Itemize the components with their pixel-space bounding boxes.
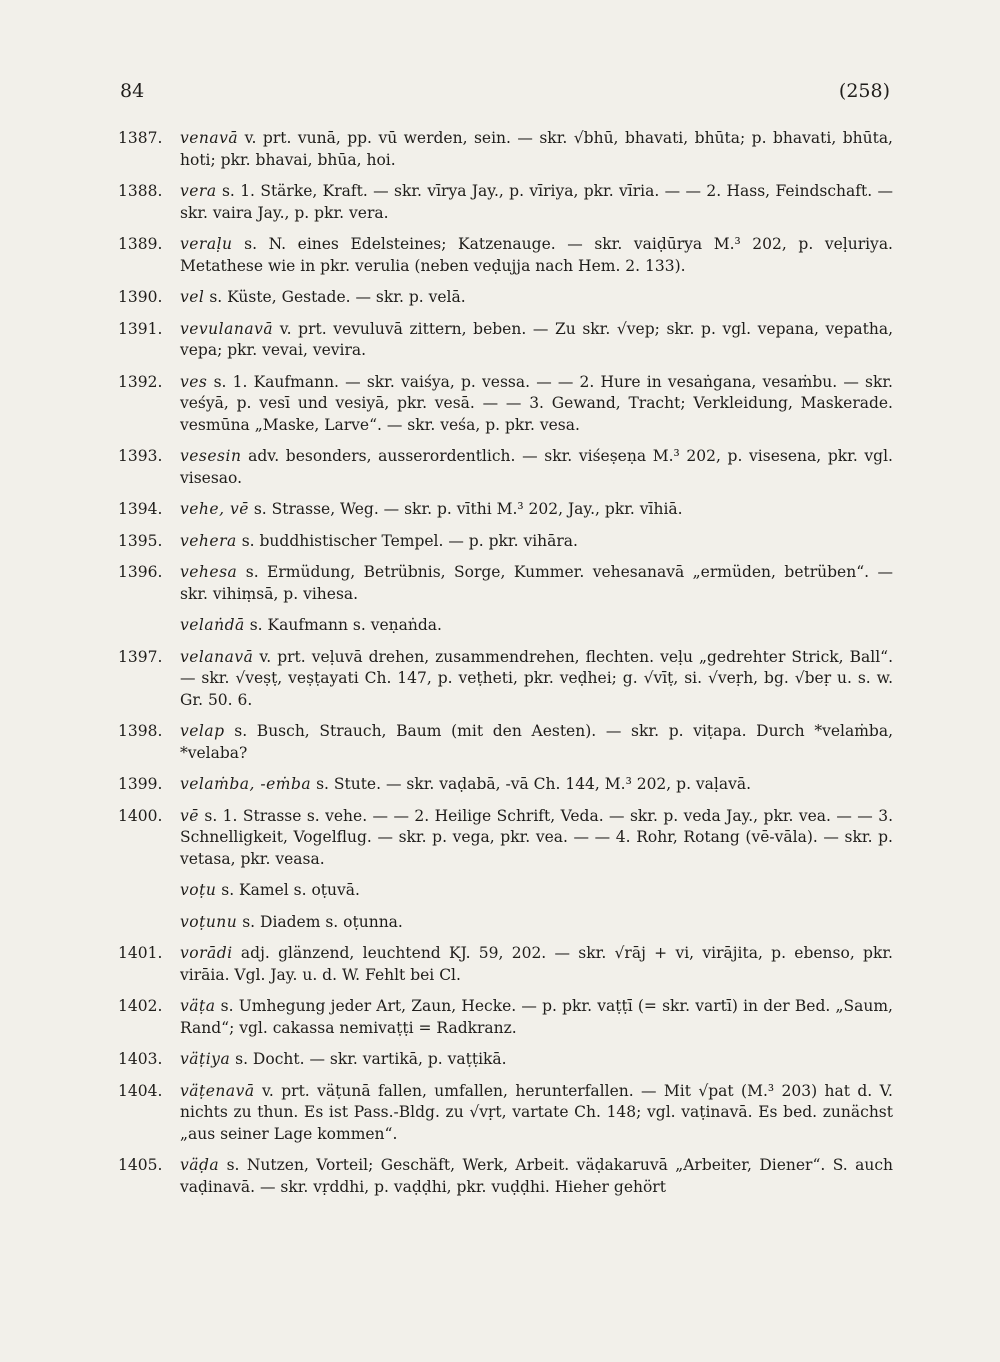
entry-text: v. prt. väṭunā fallen, umfallen, herunterfallen. — Mit √pat (M.³ 203) hat d. V. nichts zu thun. Es ist Pass.-Bldg. zu √vṛt, vartate Ch. 148; vgl. vaṭinavā. Es bed. zunächst „aus seiner Lage kommen“.: [180, 1081, 893, 1143]
entry-number: 1391.: [118, 319, 163, 338]
entry-headword: voṭunu: [180, 912, 238, 931]
entry-body: [180, 287, 893, 309]
entry-text: s. Ermüdung, Betrübnis, Sorge, Kummer. vehesanavā „ermüden, betrüben“. — skr. vihiṃsā, p. vihesa.: [180, 563, 893, 603]
entry-text: s. Diadem s. oṭunna.: [242, 912, 403, 931]
entry-text: s. Umhegung jeder Art, Zaun, Hecke. — p. pkr. vaṭṭī (= skr. vartī) in der Bed. „Saum, Rand“; vgl. cakassa nemivaṭṭi = Radkranz.: [180, 997, 893, 1037]
entry-headword: vē: [180, 806, 199, 825]
dictionary-entry: [180, 912, 893, 934]
entry-headword: väṭa: [180, 997, 216, 1015]
entry-text: v. prt. vunā, pp. vū werden, sein. — skr. √bhū, bhavati, bhūta; p. bhavati, bhūta, hoti; pkr. bhavai, bhūa, hoi.: [180, 129, 893, 169]
entry-body: [180, 499, 893, 521]
entry-body: [180, 372, 893, 437]
entry-headword: vorādi: [180, 944, 233, 962]
entry-headword: väṭenavā: [180, 1081, 255, 1100]
entry-text: adj. glänzend, leuchtend KJ. 59, 202. — skr. √rāj + vi, virājita, p. ebenso, pkr. virāia. Vgl. Jay. u. d. W. Fehlt bei Cl.: [180, 944, 893, 984]
entry-body: [180, 880, 893, 902]
entry-text: s. 1. Strasse s. vehe. — — 2. Heilige Schrift, Veda. — skr. p. veda Jay., pkr. vea. — — 3. Schnelligkeit, Vogelflug. — skr. p. vega, pkr. vea. — — 4. Rohr, Rotang (vē-vāla). — skr. p. vetasa, pkr. veasa.: [180, 806, 893, 868]
dictionary-entry: [118, 943, 893, 986]
entry-text: s. 1. Stärke, Kraft. — skr. vīrya Jay., p. vīriya, pkr. vīria. — — 2. Hass, Feindschaft. — skr. vaira Jay., p. pkr. vera.: [180, 182, 893, 222]
entry-text: s. buddhistischer Tempel. — p. pkr. vihāra.: [241, 531, 578, 550]
entry-body: [180, 615, 893, 637]
dictionary-entry: [118, 1049, 893, 1071]
entry-number: 1401.: [118, 944, 163, 962]
entry-text: s. Kamel s. oṭuvā.: [221, 881, 360, 899]
entry-body: [180, 128, 893, 171]
entry-headword: vesesin: [180, 447, 242, 465]
entry-headword: velanavā: [180, 647, 254, 666]
entry-body: [180, 531, 893, 553]
entry-number: 1399.: [118, 775, 163, 793]
entry-body: [180, 234, 893, 277]
dictionary-entry: [118, 287, 893, 309]
entry-number: 1404.: [118, 1081, 163, 1100]
dictionary-entry: [118, 996, 893, 1039]
entry-headword: veraḷu: [180, 235, 233, 253]
entry-text: s. 1. Kaufmann. — skr. vaiśya, p. vessa. — — 2. Hure in vesaṅgana, vesaṁbu. — skr. veśyā, p. vesī und vesiyā, pkr. vesā. — — 3. Gewand, Tracht; Verkleidung, Maskerade. vesmūna „Maske, Larve“. — skr. veśa, p. pkr. vesa.: [180, 372, 893, 434]
page-header: [120, 80, 890, 110]
dictionary-entry: [118, 806, 893, 871]
dictionary-entry: [118, 499, 893, 521]
entry-headword: vehesa: [180, 563, 238, 581]
entry-number: 1390.: [118, 288, 163, 306]
dictionary-entry: [118, 721, 893, 764]
entry-text: s. Kaufmann s. veṇaṅda.: [249, 616, 442, 634]
entry-number: 1402.: [118, 997, 163, 1015]
dictionary-entry: [118, 562, 893, 605]
entry-headword: väṭiya: [180, 1050, 231, 1068]
entry-number: 1389.: [118, 235, 163, 253]
entry-text: s. Busch, Strauch, Baum (mit den Aesten). — skr. p. viṭapa. Durch *velaṁba, *velaba?: [180, 722, 893, 762]
entry-body: [180, 912, 893, 934]
dictionary-entry: [118, 531, 893, 553]
entry-number: 1392.: [118, 372, 163, 391]
entry-headword: vevulanavā: [180, 319, 274, 338]
entry-headword: vera: [180, 182, 217, 200]
entry-text: s. Küste, Gestade. — skr. p. velā.: [209, 288, 466, 306]
page-reference: (258): [838, 80, 890, 102]
entry-number: 1395.: [118, 531, 163, 550]
entry-headword: vehera: [180, 531, 237, 550]
entry-text: v. prt. vevuluvā zittern, beben. — Zu skr. √vep; skr. p. vgl. vepana, vepatha, vepa; pkr. vevai, vevira.: [180, 319, 893, 359]
entry-number: 1387.: [118, 129, 163, 147]
entry-headword: vehe, vē: [180, 500, 249, 518]
entry-body: [180, 774, 893, 796]
entry-headword: väḍa: [180, 1156, 220, 1174]
dictionary-entry: [180, 880, 893, 902]
entry-body: [180, 1049, 893, 1071]
page-number: 84: [120, 80, 145, 102]
dictionary-entry: [118, 774, 893, 796]
entry-body: [180, 721, 893, 764]
entry-headword: ves: [180, 372, 208, 391]
entry-text: s. Nutzen, Vorteil; Geschäft, Werk, Arbeit. väḍakaruvā „Arbeiter, Diener“. S. auch vaḍinavā. — skr. vṛddhi, p. vaḍḍhi, pkr. vuḍḍhi. Hieher gehört: [180, 1156, 893, 1196]
dictionary-entry: [118, 446, 893, 489]
dictionary-entry: [118, 372, 893, 437]
dictionary-entries: [118, 128, 893, 1208]
entry-text: s. N. eines Edelsteines; Katzenauge. — skr. vaiḍūrya M.³ 202, p. veḷuriya. Metathese wie in pkr. verulia (neben veḍujja nach Hem. 2. 133).: [180, 235, 893, 275]
entry-body: [180, 647, 893, 712]
dictionary-entry: [118, 1155, 893, 1198]
entry-text: adv. besonders, ausserordentlich. — skr. viśeṣeṇa M.³ 202, p. visesena, pkr. vgl. visesao.: [180, 447, 893, 487]
dictionary-entry: [180, 615, 893, 637]
entry-body: [180, 1155, 893, 1198]
entry-number: 1394.: [118, 500, 163, 518]
entry-headword: velaṁba, -eṁba: [180, 775, 312, 793]
entry-text: v. prt. veḷuvā drehen, zusammendrehen, flechten. veḷu „gedrehter Strick, Ball“. — skr. √veṣṭ, veṣṭayati Ch. 147, p. veṭheti, pkr. veḍhei; g. √vīṭ, si. √veṛh, bg. √beṛ u. s. w. Gr. 50. 6.: [180, 647, 894, 709]
entry-text: s. Strasse, Weg. — skr. p. vīthi M.³ 202, Jay., pkr. vīhiā.: [253, 500, 683, 518]
entry-text: s. Docht. — skr. vartikā, p. vaṭṭikā.: [235, 1050, 507, 1068]
entry-number: 1400.: [118, 806, 163, 825]
entry-headword: velaṅdā: [180, 616, 245, 634]
entry-body: [180, 181, 893, 224]
dictionary-entry: [118, 234, 893, 277]
dictionary-entry: [118, 319, 893, 362]
entry-body: [180, 806, 893, 871]
entry-headword: venavā: [180, 129, 239, 147]
entry-body: [180, 446, 893, 489]
entry-body: [180, 562, 893, 605]
entry-number: 1405.: [118, 1156, 163, 1174]
entry-body: [180, 943, 893, 986]
entry-number: 1388.: [118, 182, 163, 200]
entry-headword: voṭu: [180, 881, 217, 899]
entry-body: [180, 996, 893, 1039]
entry-number: 1403.: [118, 1050, 163, 1068]
dictionary-entry: [118, 1081, 893, 1146]
entry-text: s. Stute. — skr. vaḍabā, -vā Ch. 144, M.³ 202, p. vaḷavā.: [316, 775, 752, 793]
dictionary-entry: [118, 181, 893, 224]
entry-headword: velap: [180, 722, 225, 740]
entry-headword: vel: [180, 288, 205, 306]
entry-number: 1397.: [118, 647, 163, 666]
entry-number: 1398.: [118, 722, 163, 740]
dictionary-entry: [118, 128, 893, 171]
entry-body: [180, 319, 893, 362]
entry-body: [180, 1081, 893, 1146]
entry-number: 1396.: [118, 563, 163, 581]
dictionary-entry: [118, 647, 893, 712]
entry-number: 1393.: [118, 447, 163, 465]
